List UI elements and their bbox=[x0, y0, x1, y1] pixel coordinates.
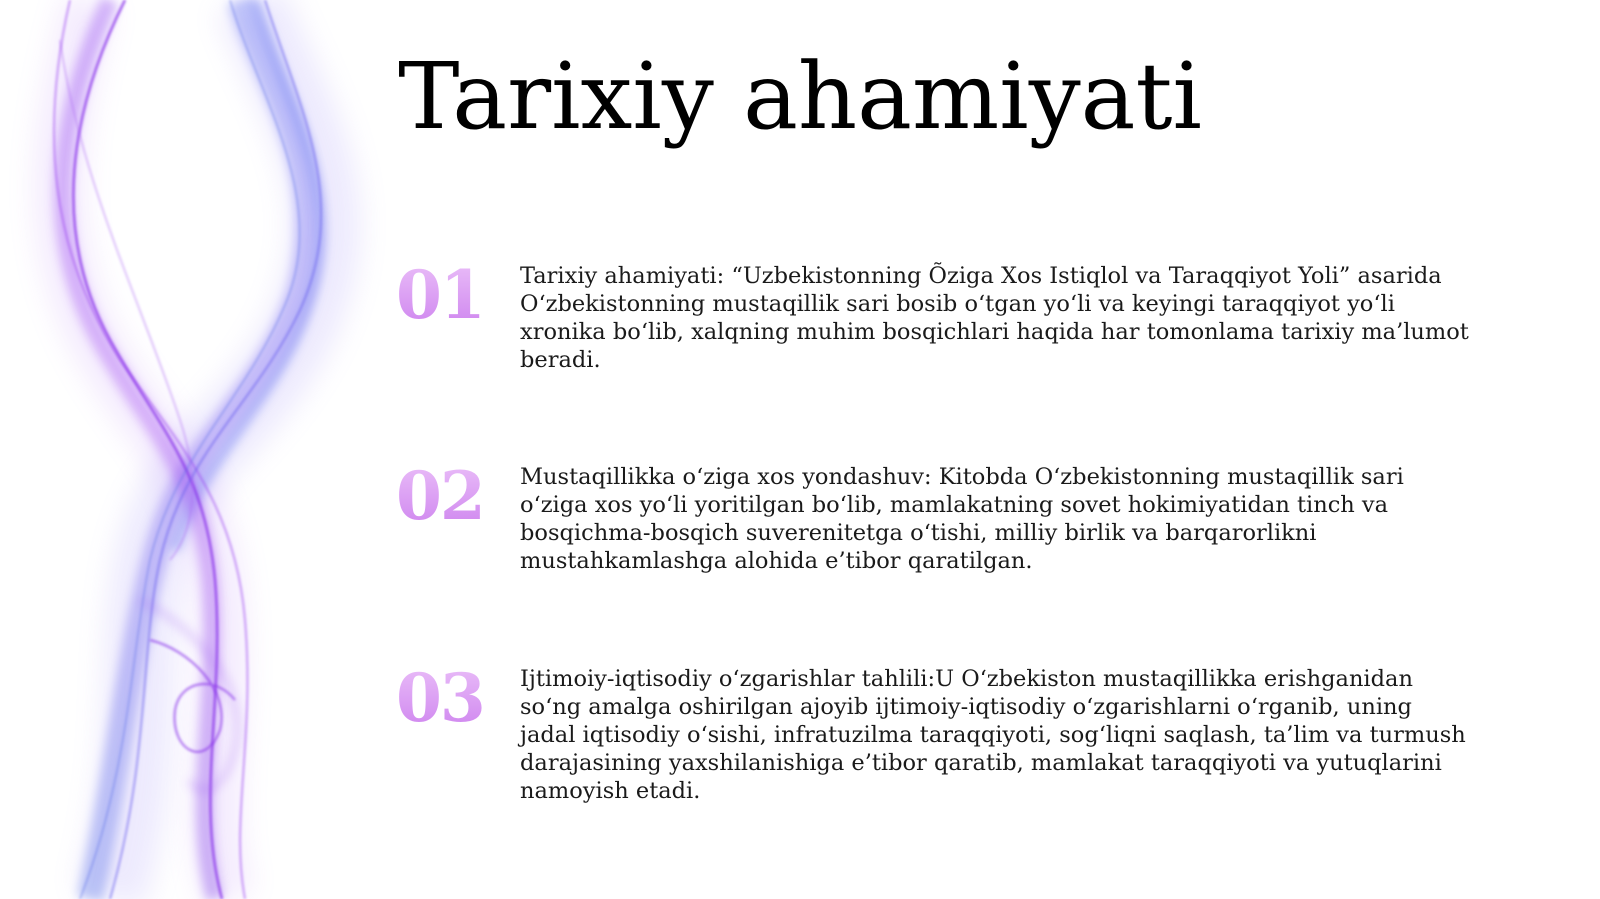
item-text: Mustaqillikka o‘ziga xos yondashuv: Kitobda O‘zbekistonning mustaqillik sari o‘ziga xos yo‘li yoritilgan bo‘lib, mamlakatning sovet hokimiyatidan tinch va bosqichma-bosqich suverenitetga o‘tishi, milliy birlik va barqarorlikni mustahkamlashga alohida e’tibor qaratilgan. bbox=[520, 464, 1404, 574]
item-number: 03 bbox=[396, 665, 496, 731]
item-text: Tarixiy ahamiyati: “Uzbekistonning Õziga Xos Istiqlol va Taraqqiyot Yoli” asarida O‘zbekistonning mustaqillik sari bosib o‘tgan yo‘li va keyingi taraqqiyot yo‘li xronika bo‘lib, xalqning muhim bosqichlari haqida har tomonlama tarixiy ma’lumot beradi. bbox=[520, 263, 1469, 373]
item-number: 02 bbox=[396, 463, 496, 529]
slide-title: Tarixiy ahamiyati bbox=[398, 43, 1202, 150]
item-number: 01 bbox=[396, 262, 496, 328]
item-text: Ijtimoiy-iqtisodiy o‘zgarishlar tahlili:U O‘zbekiston mustaqillikka erishganidan so‘ng amalga oshirilgan ajoyib ijtimoiy-iqtisodiy o‘zgarishlarni o‘rganib, uning jadal iqtisodiy o‘sishi, infratuzilma taraqqiyoti, sog‘liqni saqlash, ta’lim va turmush darajasining yaxshilanishiga e’tibor qaratib, mamlakat taraqqiyoti va yutuqlarini namoyish etadi. bbox=[520, 666, 1466, 804]
